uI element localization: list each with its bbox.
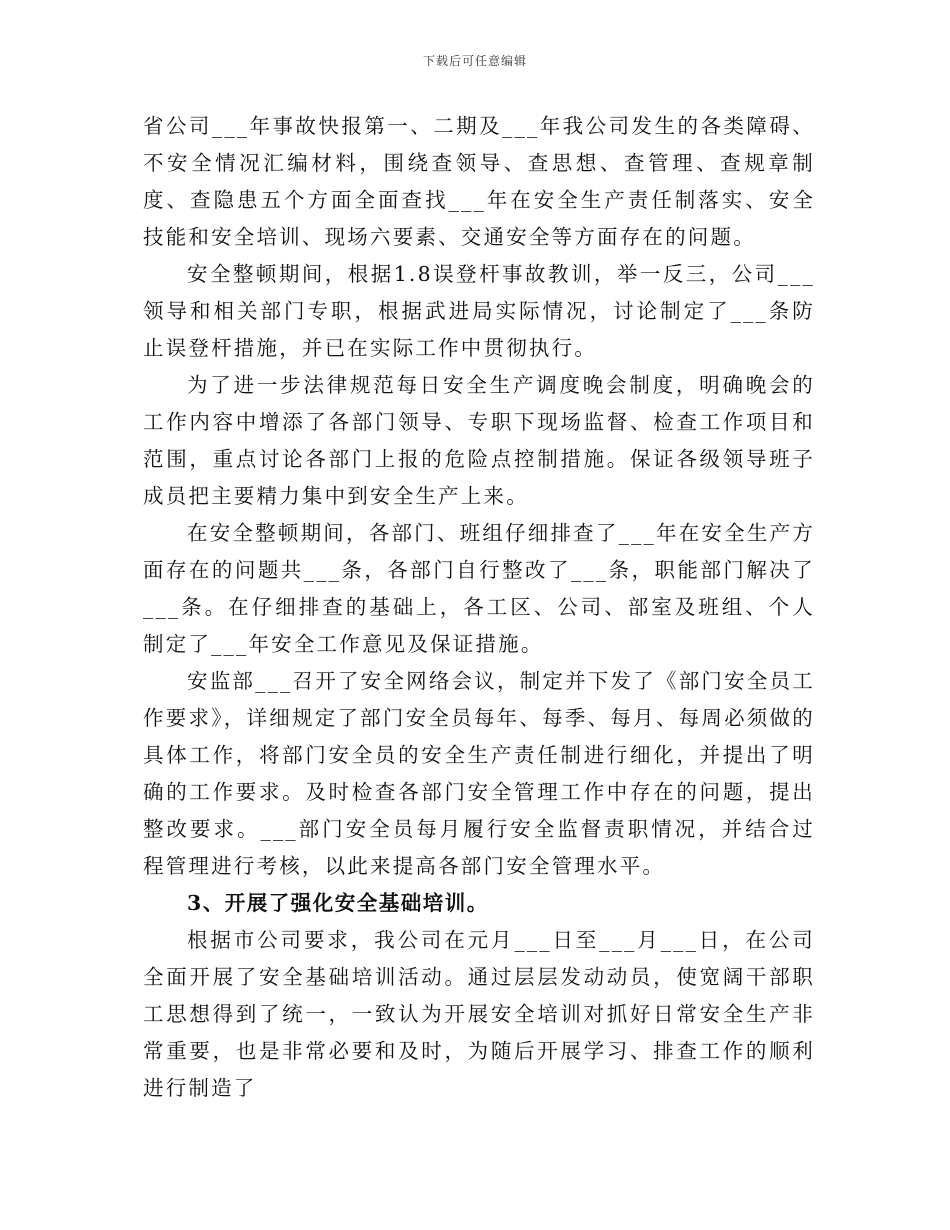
section-heading: 3、开展了强化安全基础培训。 <box>187 891 489 915</box>
paragraph: 安全整顿期间，根据1.8误登杆事故教训，举一反三，公司___领导和相关部门专职，根据武进局实际情况，讨论制定了___条防止误登杆措施，并已在实际工作中贯彻执行。 <box>143 262 815 360</box>
page-header: 下载后可任意编辑 <box>422 54 527 68</box>
paragraph: 安监部___召开了安全网络会议，制定并下发了《部门安全员工作要求》，详细规定了部门安全员每年、每季、每月、每周必须做的具体工作，将部门安全员的安全生产责任制进行细化，并提出了明确的工作要求。及时检查各部门安全管理工作中存在的问题，提出整改要求。___部门安全员每月履行安全监督责职情况，并结合过程管理进行考核，以此来提高各部门安全管理水平。 <box>143 669 815 878</box>
paragraph: 根据市公司要求，我公司在元月___日至___月___日，在公司全面开展了安全基础培训活动。通过层层发动动员，使宽阔干部职工思想得到了统一，一致认为开展安全培训对抓好日常安全生产非常重要，也是非常必要和及时，为随后开展学习、排查工作的顺利进行制造了 <box>143 928 815 1100</box>
paragraph: 在安全整顿期间，各部门、班组仔细排查了___年在安全生产方面存在的问题共___条，各部门自行整改了___条，职能部门解决了___条。在仔细排查的基础上，各工区、公司、部室及班组、个人制定了___年安全工作意见及保证措施。 <box>143 521 815 656</box>
paragraph: 为了进一步法律规范每日安全生产调度晚会制度，明确晚会的工作内容中增添了各部门领导、专职下现场监督、检查工作项目和范围，重点讨论各部门上报的危险点控制措施。保证各级领导班子成员把主要精力集中到安全生产上来。 <box>143 373 815 508</box>
document-body <box>143 108 815 1107</box>
paragraph-continuation: 省公司___年事故快报第一、二期及___年我公司发生的各类障碍、不安全情况汇编材料，围绕查领导、查思想、查管理、查规章制度、查隐患五个方面全面查找___年在安全生产责任制落实、安全技能和安全培训、现场六要素、交通安全等方面存在的问题。 <box>143 114 815 249</box>
